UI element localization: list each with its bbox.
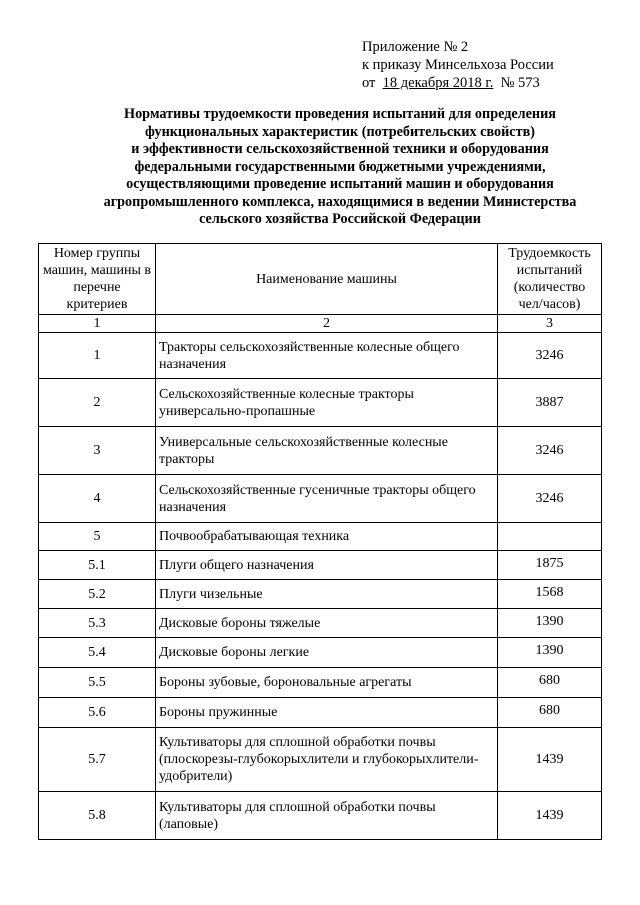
column-number-row (39, 315, 602, 333)
row-number: 1 (39, 333, 156, 379)
document-title (60, 106, 620, 229)
appendix-block (362, 38, 622, 92)
row-number: 5.2 (39, 580, 156, 609)
row-value: 1439 (498, 728, 602, 792)
row-value: 1390 (498, 638, 602, 668)
row-number: 5.3 (39, 609, 156, 638)
row-value: 680 (498, 698, 602, 728)
row-number: 2 (39, 379, 156, 427)
column-number: 3 (498, 315, 602, 333)
row-number: 5.5 (39, 668, 156, 698)
table-row (39, 333, 602, 379)
row-value: 3246 (498, 475, 602, 523)
row-name: Плуги общего назначения (156, 551, 498, 580)
row-number: 5.1 (39, 551, 156, 580)
table-row (39, 580, 602, 609)
row-name: Культиваторы для сплошной обработки почвы (плоскорезы-глубокорыхлители и глубокорыхлители-удобрители) (156, 728, 498, 792)
title-line: федеральными государственными бюджетными учреждениями, (134, 158, 546, 175)
row-value: 1390 (498, 609, 602, 638)
row-value: 1568 (498, 580, 602, 609)
row-value: 1875 (498, 551, 602, 580)
row-number: 4 (39, 475, 156, 523)
table-row (39, 638, 602, 668)
row-value: 1439 (498, 792, 602, 840)
table-row (39, 668, 602, 698)
table-row (39, 728, 602, 792)
row-name: Дисковые бороны тяжелые (156, 609, 498, 638)
column-number: 2 (156, 315, 498, 333)
row-name: Почвообрабатывающая техника (156, 523, 498, 551)
appendix-title: Приложение № 2 (362, 39, 469, 55)
header-group-number: Номер группы машин, машины в перечне критериев (39, 244, 156, 315)
column-number: 1 (39, 315, 156, 333)
row-value: 680 (498, 668, 602, 698)
table-row (39, 792, 602, 840)
row-number: 3 (39, 427, 156, 475)
table-row (39, 475, 602, 523)
row-number: 5.7 (39, 728, 156, 792)
row-name: Плуги чизельные (156, 580, 498, 609)
appendix-date: 18 декабря 2018 г. (382, 75, 494, 91)
row-name: Дисковые бороны легкие (156, 638, 498, 668)
title-line: и эффективности сельскохозяйственной техники и оборудования (131, 141, 549, 157)
title-line: осуществляющими проведение испытаний машин и оборудования (126, 176, 554, 192)
norms-table (38, 243, 602, 840)
row-number: 5 (39, 523, 156, 551)
row-name: Тракторы сельскохозяйственные колесные общего назначения (156, 333, 498, 379)
header-machine-name: Наименование машины (156, 244, 498, 315)
appendix-number: № 573 (500, 75, 540, 91)
row-value: 3246 (498, 427, 602, 475)
row-name: Бороны пружинные (156, 698, 498, 728)
title-line: Нормативы трудоемкости проведения испытаний для определения (124, 106, 556, 122)
row-name: Универсальные сельскохозяйственные колесные тракторы (156, 427, 498, 475)
table-row (39, 609, 602, 638)
header-labor-intensity: Трудоемкость испытаний (количество чел/часов) (498, 244, 602, 315)
appendix-date-prefix: от (362, 75, 376, 91)
table-row (39, 551, 602, 580)
appendix-order-reference: к приказу Минсельхоза России (362, 57, 554, 73)
row-value: 3887 (498, 379, 602, 427)
table-header-row (39, 244, 602, 315)
row-number: 5.6 (39, 698, 156, 728)
row-name: Бороны зубовые, бороновальные агрегаты (156, 668, 498, 698)
table-row (39, 427, 602, 475)
row-number: 5.8 (39, 792, 156, 840)
table-row (39, 523, 602, 551)
row-value (498, 523, 602, 551)
row-name: Сельскохозяйственные гусеничные тракторы общего назначения (156, 475, 498, 523)
row-number: 5.4 (39, 638, 156, 668)
title-line: функциональных характеристик (потребительских свойств) (145, 123, 535, 140)
row-value: 3246 (498, 333, 602, 379)
table-row (39, 698, 602, 728)
table-row (39, 379, 602, 427)
appendix-date-line (362, 74, 622, 92)
title-line: агропромышленного комплекса, находящимися в ведении Министерства (103, 193, 577, 210)
row-name: Культиваторы для сплошной обработки почвы (лаповые) (156, 792, 498, 840)
row-name: Сельскохозяйственные колесные тракторы универсально-пропашные (156, 379, 498, 427)
title-line: сельского хозяйства Российской Федерации (199, 211, 481, 227)
